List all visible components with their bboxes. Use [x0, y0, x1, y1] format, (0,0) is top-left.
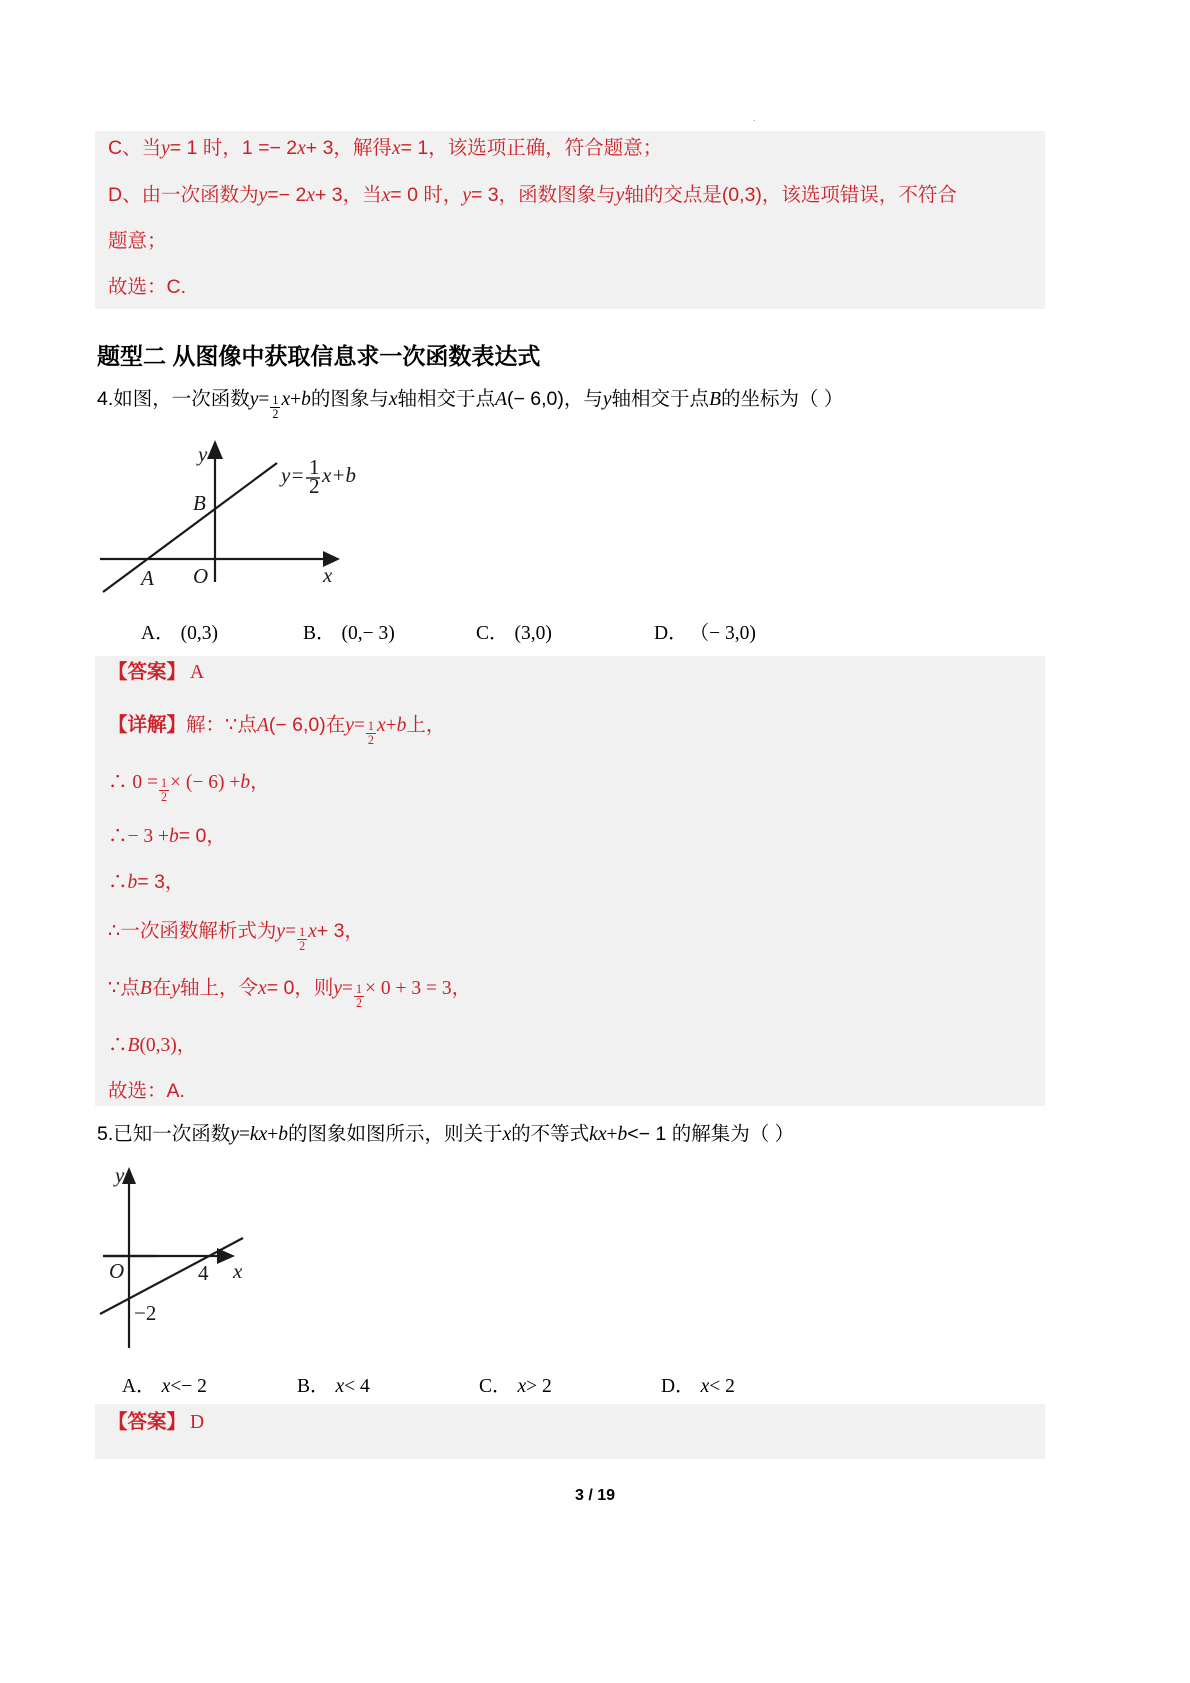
text-run: 题意；	[108, 230, 167, 252]
page-mark: .	[753, 112, 756, 124]
section-heading: 题型二 从图像中获取信息求一次函数表达式	[97, 343, 541, 369]
y-axis-label: y	[115, 1163, 125, 1187]
text-run: = 0 时，	[390, 184, 463, 206]
option-value: (3,0)	[514, 623, 552, 644]
var-x: x	[306, 185, 315, 206]
text-run: + 3，当	[314, 184, 382, 206]
text-run: 上，	[406, 714, 446, 736]
var-y: y	[171, 978, 181, 999]
point-a: A	[495, 389, 507, 410]
text-run: ∴一次函数解析式为	[108, 920, 277, 942]
text-run: 轴的交点是(0,3)，该选项错误，不符合	[624, 184, 957, 206]
var-x: x	[281, 389, 291, 410]
numerator: 1	[272, 393, 279, 408]
text-run: = 3，	[137, 871, 185, 893]
option-b[interactable]	[297, 1370, 479, 1398]
question-4-figure	[95, 437, 435, 597]
equation-label	[279, 455, 356, 498]
text-run: =	[285, 921, 297, 942]
point-b: B	[709, 389, 721, 410]
detail-step-8	[108, 1082, 185, 1102]
detail-step-5	[108, 922, 364, 953]
option-d[interactable]	[654, 617, 756, 645]
var-x: x	[517, 1376, 527, 1397]
y-intercept-label: −2	[134, 1301, 157, 1325]
text-run: +	[290, 389, 302, 410]
point-a: A	[256, 715, 269, 736]
text-run: + 3，	[316, 920, 364, 942]
answer-line-q5	[108, 1413, 204, 1433]
option-letter: D．	[661, 1376, 695, 1397]
text-run: 故选：C.	[108, 276, 187, 298]
var-x: x	[376, 715, 386, 736]
solution-line-d	[108, 186, 957, 206]
text-run: = 1 时，1 =− 2	[169, 137, 298, 159]
point-b: B	[127, 1035, 140, 1056]
equation-denominator: 2	[309, 474, 320, 498]
option-value: > 2	[526, 1376, 552, 1397]
option-d[interactable]	[661, 1370, 735, 1398]
detail-tag: 【详解】	[108, 714, 187, 736]
text-run: +	[606, 1124, 618, 1145]
var-x: x	[502, 1124, 512, 1145]
var-x: x	[258, 978, 267, 999]
fraction-one-half	[297, 926, 307, 952]
option-letter: D．	[654, 623, 688, 644]
var-x: x	[381, 185, 391, 206]
var-k: k	[249, 1124, 259, 1145]
var-y: y	[615, 185, 625, 206]
var-b: b	[169, 826, 179, 847]
line-graph	[103, 463, 277, 592]
text-run: 在	[151, 977, 172, 999]
fraction-one-half	[159, 777, 169, 803]
origin-label: O	[109, 1259, 125, 1283]
text-run: ∵点	[108, 977, 140, 999]
text-run: =	[353, 715, 365, 736]
var-x: x	[597, 1124, 607, 1145]
point-b-label: B	[193, 491, 206, 515]
text-run: 的坐标为（ ）	[720, 388, 844, 410]
option-value: < 4	[344, 1376, 370, 1397]
text-run: 4.如图，一次函数	[97, 388, 250, 410]
equation-lhs: y=	[281, 463, 305, 487]
fraction-one-half	[354, 983, 364, 1009]
option-c[interactable]	[476, 617, 654, 645]
text-run: D、由一次函数为	[108, 184, 259, 206]
text-run: =− 2	[267, 184, 307, 206]
text-run: =	[342, 978, 353, 999]
text-run: ∴	[108, 872, 128, 893]
var-x: x	[258, 1124, 268, 1145]
question-4-stem	[97, 390, 843, 421]
option-letter: A．	[141, 623, 175, 644]
option-a[interactable]	[122, 1370, 297, 1398]
denominator: 2	[356, 995, 363, 1010]
fraction-one-half	[366, 720, 376, 746]
var-y: y	[462, 185, 471, 206]
text-run: ，	[250, 771, 270, 793]
y-axis-arrow	[207, 440, 223, 459]
numerator: 1	[356, 982, 363, 997]
var-y: y	[258, 185, 268, 206]
question-5-options	[122, 1370, 922, 1398]
text-run: 的图象如图所示，则关于	[287, 1123, 503, 1145]
x-axis-label: x	[323, 563, 333, 587]
text-run: (− 6,0)，与	[506, 388, 603, 410]
detail-step-6	[108, 979, 471, 1010]
denominator: 2	[161, 789, 168, 804]
origin-label: O	[193, 564, 209, 588]
text-run: <− 1 的解集为（ ）	[627, 1123, 795, 1145]
var-b: b	[127, 872, 138, 893]
var-y: y	[249, 389, 259, 410]
answer-line-q4	[108, 663, 204, 683]
text-run: 解：∵点	[186, 714, 257, 736]
answer-value: D	[190, 1412, 205, 1433]
option-value: < 2	[709, 1376, 735, 1397]
detail-step-1	[108, 716, 445, 747]
detail-step-4	[108, 873, 184, 893]
var-x: x	[297, 138, 306, 159]
option-value: (0,− 3)	[341, 623, 395, 644]
page-footer: 3 / 19	[574, 1487, 616, 1504]
text-run: 轴相交于点	[611, 388, 710, 410]
numerator: 1	[367, 719, 374, 734]
option-letter: B．	[297, 1376, 330, 1397]
denominator: 2	[367, 732, 374, 747]
var-x: x	[161, 1376, 171, 1397]
option-letter: A．	[122, 1376, 156, 1397]
var-k: k	[589, 1124, 598, 1145]
question-4-options	[141, 617, 941, 645]
text-run: × 0 + 3 = 3，	[365, 978, 472, 999]
text-run: 的不等式	[511, 1123, 590, 1145]
text-run: +	[385, 715, 397, 736]
option-letter: B．	[303, 623, 336, 644]
numerator: 1	[161, 776, 168, 791]
text-run: ∴ 0 =	[108, 772, 158, 793]
text-run: + 3，解得	[305, 137, 392, 159]
equation-rhs: x+b	[322, 463, 356, 487]
answer-value: A	[190, 662, 205, 683]
text-run: = 3，函数图象与	[471, 184, 616, 206]
numerator: 1	[299, 925, 306, 940]
solution-line-c	[108, 139, 662, 159]
var-b: b	[240, 772, 251, 793]
option-value: <− 2	[170, 1376, 207, 1397]
equation-numerator: 1	[309, 455, 320, 479]
y-axis-label: y	[198, 442, 208, 466]
var-b: b	[278, 1124, 288, 1145]
text-run: +	[267, 1124, 279, 1145]
var-y: y	[276, 921, 286, 942]
text-run: 故选：A.	[108, 1080, 185, 1102]
option-b[interactable]	[303, 617, 476, 645]
var-y: y	[333, 978, 342, 999]
solution-conclusion-top	[108, 278, 186, 298]
text-run: 轴上，令	[180, 977, 259, 999]
text-run: 5.已知一次函数	[97, 1123, 231, 1145]
point-a-label: A	[141, 566, 154, 590]
var-x: x	[391, 138, 401, 159]
text-run: =	[238, 1124, 250, 1145]
option-letter: C．	[476, 623, 509, 644]
var-y: y	[602, 389, 612, 410]
var-x: x	[388, 389, 398, 410]
text-run: (− 6,0)在	[268, 714, 346, 736]
coordinate-plane-5	[95, 1160, 395, 1350]
option-letter: C．	[479, 1376, 512, 1397]
answer-tag: 【答案】	[108, 661, 187, 683]
denominator: 2	[299, 938, 306, 953]
solution-line-d-cont	[108, 232, 167, 252]
var-x: x	[308, 921, 317, 942]
option-value: （− 3,0)	[689, 623, 756, 644]
text-run: 的图象与	[310, 388, 389, 410]
detail-step-2	[108, 773, 270, 804]
coordinate-plane-4	[95, 437, 435, 597]
text-run: = 0，	[178, 825, 226, 847]
text-run: = 1，该选项正确，符合题意；	[400, 137, 663, 159]
var-x: x	[335, 1376, 345, 1397]
fraction-one-half	[270, 394, 280, 420]
text-run: (0,3)，	[139, 1035, 197, 1056]
denominator: 2	[272, 406, 279, 421]
var-y: y	[345, 715, 354, 736]
var-y: y	[161, 138, 170, 159]
text-run: =	[258, 389, 270, 410]
detail-step-7	[108, 1036, 196, 1056]
question-5-stem	[97, 1125, 794, 1145]
detail-step-3	[108, 827, 226, 847]
var-b: b	[617, 1124, 628, 1145]
option-a[interactable]	[141, 617, 303, 645]
text-run: ∴− 3 +	[108, 826, 169, 847]
x-intercept-label: 4	[198, 1261, 209, 1285]
var-x: x	[700, 1376, 710, 1397]
answer-tag: 【答案】	[108, 1411, 187, 1433]
x-axis-label: x	[233, 1259, 243, 1283]
var-b: b	[301, 389, 311, 410]
text-run: × (− 6) +	[170, 772, 241, 793]
point-b: B	[139, 978, 152, 999]
text-run: = 0，则	[266, 977, 334, 999]
solution-block-q5	[95, 1404, 1045, 1459]
text-run: 轴相交于点	[397, 388, 496, 410]
text-run: ∴	[108, 1035, 128, 1056]
question-5-figure	[95, 1160, 395, 1350]
option-value: (0,3)	[180, 623, 218, 644]
var-b: b	[396, 715, 407, 736]
option-c[interactable]	[479, 1370, 661, 1398]
var-y: y	[230, 1124, 239, 1145]
text-run: C、当	[108, 137, 162, 159]
